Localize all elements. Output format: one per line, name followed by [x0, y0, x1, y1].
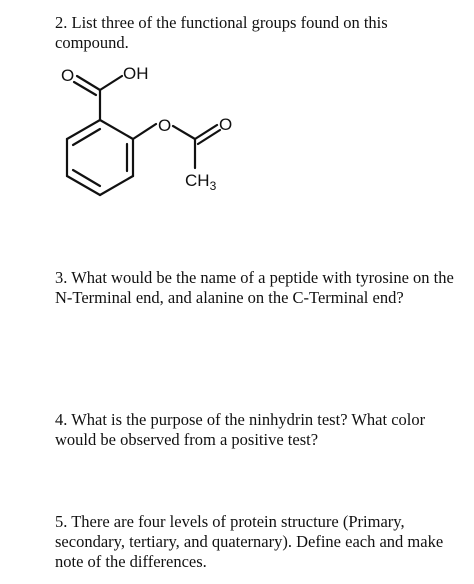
methyl-label — [185, 171, 217, 193]
ring-double-bond — [73, 129, 100, 145]
carbonyl-oxygen-label: O — [61, 66, 75, 85]
question-2: 2. List three of the functional groups found on this compound. — [55, 13, 388, 52]
acetyl-carbonyl-bond-2 — [198, 130, 220, 144]
ring-bond — [67, 176, 100, 195]
ester-bond-2 — [173, 126, 195, 139]
ring-bond — [100, 176, 133, 195]
ester-oxygen-label: O — [158, 116, 172, 135]
acid-hydroxyl-bond — [100, 76, 122, 90]
ring-double-bond — [73, 170, 100, 186]
ring-bond — [67, 120, 100, 139]
acid-carbonyl-bond — [77, 76, 100, 90]
methyl-subscript: 3 — [209, 179, 217, 193]
acid-carbonyl-bond-2 — [74, 82, 96, 95]
ring-bond — [100, 120, 133, 139]
ester-bond — [133, 124, 156, 139]
aspirin-structure-diagram — [55, 58, 245, 198]
acetyl-carbonyl-bond — [195, 125, 217, 139]
question-3: 3. What would be the name of a peptide with tyrosine on the N-Terminal end, and alanine on the C-Terminal end? — [55, 268, 454, 307]
question-4: 4. What is the purpose of the ninhydrin test? What color would be observed from a positive test? — [55, 410, 426, 449]
hydroxyl-label: OH — [123, 64, 149, 83]
question-5: 5. There are four levels of protein structure (Primary, secondary, tertiary, and quaternary). Define each and make note of the differences. — [55, 512, 444, 571]
acetyl-oxygen-label: O — [219, 115, 233, 134]
methyl-main-label: CH — [185, 171, 210, 190]
